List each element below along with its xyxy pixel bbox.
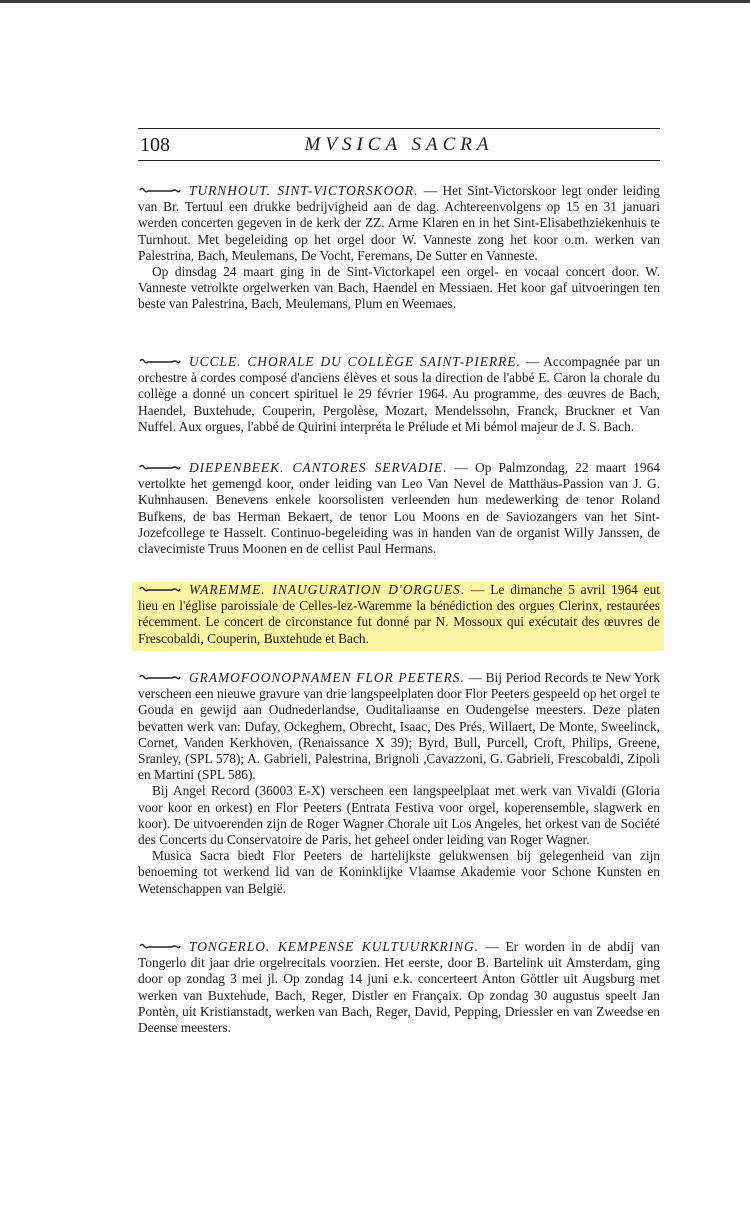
page [138, 128, 660, 1036]
article-text: — Er worden in de abdij van Tongerlo dit jaar drie orgelrecitals voorzien. Het eerste, door B. Bartelink uit Amsterdam, ging door op zondag 3 mei jl. Op zondag 14 juni e.k. concerteert Anton Göttler uit Augsburg met werken van Buxtehude, Bach, Reger, Distler en Françaix. Op zondag 30 augustus speelt Jan Pontèn, uit Kristianstadt, werken van Bach, Reger, David, Pepping, Driessler en van Zweedse en Deense meesters. [138, 939, 660, 1036]
article-paragraph [138, 670, 660, 783]
article-title: TONGERLO. KEMPENSE KULTUURKRING. [189, 939, 480, 954]
ornament-icon [139, 186, 181, 196]
ornament-icon [139, 357, 181, 367]
ornament-icon [139, 463, 181, 473]
article-uccle [138, 354, 660, 435]
article-text: Musica Sacra biedt Flor Peeters de hartelijkste gelukwensen bij gelegenheid van zijn benoeming tot werkend lid van de Koninklijke Vlaamse Akademie voor Schone Kunsten en Wetenschappen van België. [138, 848, 660, 896]
page-number: 108 [140, 134, 170, 156]
article-text: — Bij Period Records te New York verscheen een nieuwe gravure van drie langspeelplaten door Flor Peeters gespeeld op het orgel te Gouda en gewijd aan Oudnederlandse, Ouditaliaanse en Oudengelse meesters. Deze platen bevatten werk van: Dufay, Ockeghem, Obrecht, Isaac, Des Prés, Willaert, De Monte, Sweelinck, Cornet, Vanden Kerkhoven, (Renaissance X 39); Byrd, Bull, Purcell, Croft, Philips, Greene, Sranley, (SPL 578); A. Gabrieli, Palestrina, Brignoli ,Cavazzoni, G. Gabrieli, Frescobaldi, Zipoli en Martini (SPL 586). [138, 670, 660, 783]
article-diepenbeek [138, 460, 660, 557]
ornament-icon [139, 585, 181, 595]
article-paragraph [138, 183, 660, 264]
article-paragraph [138, 783, 660, 848]
ornament-icon [139, 673, 181, 683]
article-text: — Op Palmzondag, 22 maart 1964 vertolkte het gemengd koor, onder leiding van Leo Van Nevel de Matthäus-Passion van J. G. Kuhnhausen. Benevens enkele koorsolisten verleenden hun medewerking de tenor Roland Bufkens, de bas Herman Bekaert, de tenor Lou Moons en de Saviozangers van het Sint-Jozefcollege te Hasselt. Continuo-begeleiding was in handen van de organist Willy Janssen, de clavecimiste Truus Moonen en de cellist Paul Hermans. [138, 460, 660, 557]
article-waremme-highlighted [132, 582, 664, 651]
article-paragraph [138, 848, 660, 897]
article-title: GRAMOFOONOPNAMEN FLOR PEETERS. [189, 670, 465, 685]
article-text: Bij Angel Record (36003 E-X) verscheen een langspeelplaat met werk van Vivaldi (Gloria voor koor en orkest) en Flor Peeters (Entrata Festiva voor orgel, koperensemble, slagwerk en koor). De uitvoerenden zijn de Roger Wagner Chorale uit Los Angeles, het orkest van de Société des Concerts du Conservatoire de Paris, het geheel onder leiding van Roger Wagner. [138, 783, 660, 848]
article-text: — Het Sint-Victorskoor legt onder leiding van Br. Tertuul een drukke bedrijvigheid aan de dag. Achtereenvolgens op 15 en 31 januari werden concerten gegeven in de kerk der ZZ. Arme Klaren en in het Sint-Elisabethziekenhuis te Turnhout. Met begeleiding op het orgel door W. Vanneste zong het koor o.m. werken van Palestrina, Bach, Meulemans, De Vocht, Feremans, De Sutter en Vanneste. [138, 183, 660, 263]
article-text: — Accompagnée par un orchestre à cordes composé d'anciens élèves et sous la direction de l'abbé E. Caron la chorale du collège a donné un concert spirituel le 29 février 1964. Au programme, des œuvres de Bach, Haendel, Buxtehude, Couperin, Pergolèse, Mozart, Mendelssohn, Franck, Bruckner et Van Nuffel. Aux orgues, l'abbé de Quirini interpréta le Prélude et Mi bémol majeur de J. S. Bach. [138, 354, 660, 434]
article-title: TURNHOUT. SINT-VICTORSKOOR. [189, 183, 419, 198]
article-paragraph [138, 582, 660, 647]
article-paragraph [138, 460, 660, 557]
article-text: — Le dimanche 5 avril 1964 eut lieu en l'église paroissiale de Celles-lez-Waremme la bénédiction des orgues Clerinx, restaurées récemment. Le concert de circonstance fut donné par N. Mossoux qui exécutait des œuvres de Frescobaldi, Couperin, Buxtehude et Bach. [138, 582, 660, 646]
article-paragraph [138, 939, 660, 1036]
ornament-icon [139, 942, 181, 952]
article-title: WAREMME. INAUGURATION D'ORGUES. [189, 582, 466, 597]
article-text: Op dinsdag 24 maart ging in de Sint-Victorkapel een orgel- en vocaal concert door. W. Vanneste vetrolkte orgelwerken van Bach, Haendel en Messiaen. Het koor gaf uitvoeringen ten beste van Palestrina, Bach, Meulemans, Plum en Weemaes. [138, 264, 660, 312]
journal-title: MVSICA SACRA [304, 134, 494, 155]
article-title: DIEPENBEEK. CANTORES SERVADIE. [189, 460, 448, 475]
article-paragraph [138, 264, 660, 313]
article-tongerlo [138, 939, 660, 1036]
article-gramofoonopnamen [138, 670, 660, 897]
article-paragraph [138, 354, 660, 435]
article-title: UCCLE. CHORALE DU COLLÈGE SAINT-PIERRE. [189, 354, 521, 369]
article-turnhout [138, 183, 660, 313]
top-rule [0, 0, 750, 3]
running-header [138, 128, 660, 161]
